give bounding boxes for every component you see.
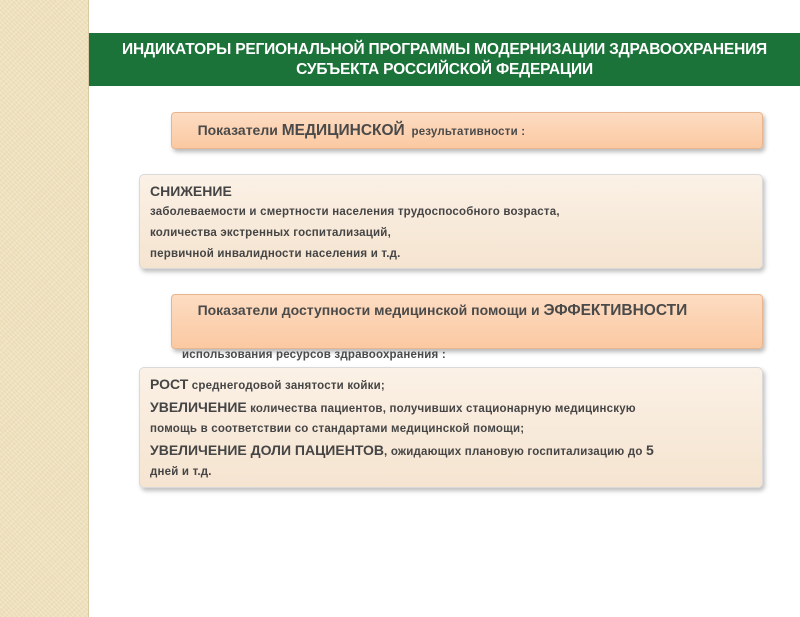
row4-emph: УВЕЛИЧЕНИЕ ДОЛИ ПАЦИЕНТОВ	[150, 441, 385, 458]
section1-item: заболеваемости и смертности населения трудоспособного возраста,	[150, 206, 560, 218]
row1-emph: РОСТ	[150, 376, 189, 392]
section2-header-line2: использования ресурсов здравоохранения :	[182, 349, 446, 361]
row4-text: , ожидающих плановую госпитализацию до	[384, 445, 646, 458]
decorative-side-strip	[0, 0, 89, 617]
section2-row-1	[150, 374, 752, 397]
title-line-2: СУБЪЕКТА РОССИЙСКОЙ ФЕДЕРАЦИИ	[296, 60, 593, 78]
section1-header-prefix: Показатели	[197, 121, 282, 138]
section1-header-suffix: результативности :	[404, 125, 526, 138]
row2-text: количества пациентов, получивших стационарную медицинскую	[246, 402, 636, 415]
section2-row-5: дней и т.д.	[150, 466, 212, 478]
page-title	[89, 33, 800, 86]
section2-header	[171, 294, 763, 361]
section2-header-line1-prefix: Показатели доступности медицинской помощи и	[197, 302, 544, 318]
section2-row-2	[150, 397, 752, 420]
section2-content	[139, 367, 763, 488]
row2-emph: УВЕЛИЧЕНИЕ	[150, 398, 247, 415]
section1-content	[139, 174, 763, 269]
section1-heading: СНИЖЕНИЕ	[150, 183, 232, 199]
section2-header-emph: ЭФФЕКТИВНОСТИ	[543, 302, 688, 319]
section1-header-emph: МЕДИЦИНСКОЙ	[281, 121, 405, 139]
row1-text: среднегодовой занятости койки;	[188, 380, 385, 392]
section2-row-3: помощь в соответствии со стандартами медицинской помощи;	[150, 423, 525, 435]
section1-item: первичной инвалидности населения и т.д.	[150, 248, 401, 260]
section2-row-4	[150, 440, 752, 463]
row4-num: 5	[645, 441, 654, 458]
section1-item: количества экстренных госпитализаций,	[150, 227, 391, 239]
section1-header	[171, 112, 763, 149]
title-line-1: ИНДИКАТОРЫ РЕГИОНАЛЬНОЙ ПРОГРАММЫ МОДЕРНИЗАЦИИ ЗДРАВООХРАНЕНИЯ	[122, 40, 767, 58]
